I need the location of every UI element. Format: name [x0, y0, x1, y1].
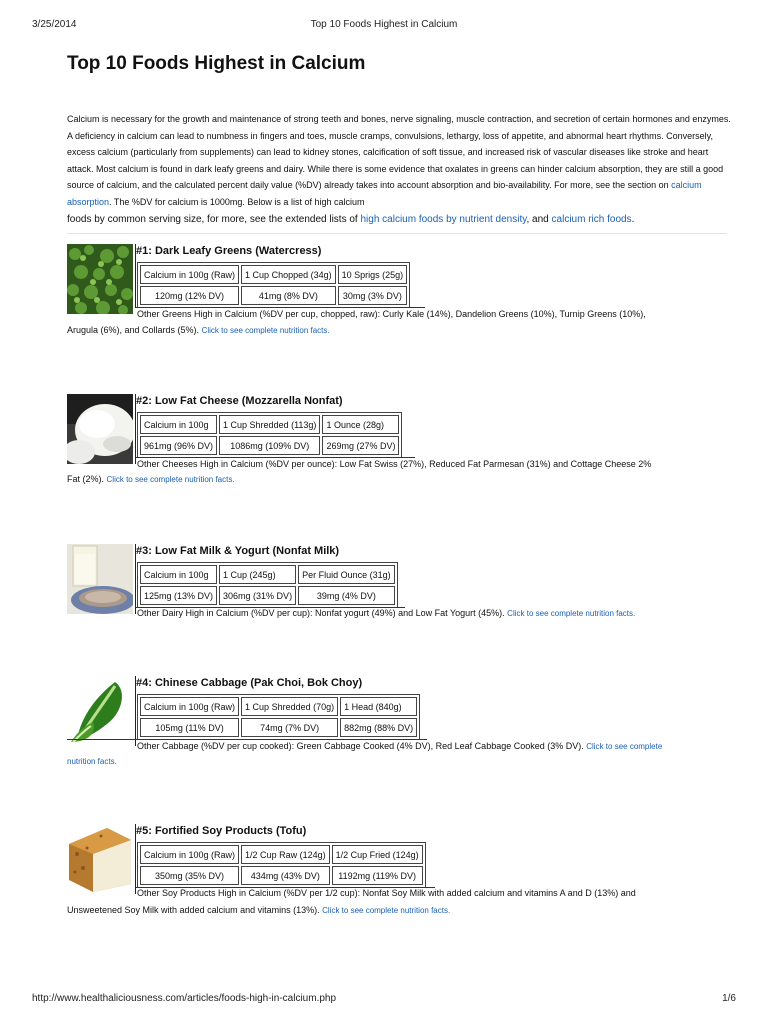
intro-text-3: foods by common serving size, for more, see the extended lists of — [67, 213, 361, 225]
item-title: #3: Low Fat Milk & Yogurt (Nonfat Milk) — [136, 545, 340, 557]
other-foods-text: Other Greens High in Calcium (%DV per cup, chopped, raw): Curly Kale (14%), Dandelion Greens (10%), Turnip Greens (10%), — [137, 309, 646, 319]
table-value-cell: 41mg (8% DV) — [241, 286, 336, 305]
table-header-cell: Calcium in 100g (Raw) — [140, 845, 239, 864]
print-header-title: Top 10 Foods Highest in Calcium — [310, 19, 458, 30]
nutrition-table — [137, 842, 426, 888]
table-header-row — [140, 415, 399, 434]
other-foods-text-2: Fat (2%). — [67, 474, 107, 484]
intro-paragraph — [67, 111, 732, 228]
nutrition-facts-link[interactable]: Click to see complete nutrition facts. — [106, 475, 235, 484]
nutrition-facts-link-cont[interactable]: nutrition facts. — [67, 757, 117, 766]
table-header-cell: 1 Head (840g) — [340, 697, 417, 716]
table-value-row — [140, 286, 407, 305]
table-header-cell: 1/2 Cup Raw (124g) — [241, 845, 330, 864]
other-foods-text-2: Unsweetened Soy Milk with added calcium and vitamins (13%). — [67, 905, 323, 915]
other-foods-text-1: Other Dairy High in Calcium (%DV per cup): Nonfat yogurt (49%) and Low Fat Yogurt (45%). — [137, 608, 508, 618]
page-number: 1/6 — [722, 993, 736, 1004]
table-value-row — [140, 866, 423, 885]
table-header-cell: 1 Ounce (28g) — [322, 415, 399, 434]
table-value-cell: 30mg (3% DV) — [338, 286, 408, 305]
other-foods-text-cont — [67, 322, 330, 339]
calcium-absorption-link[interactable]: calcium absorption — [67, 180, 702, 207]
table-value-cell: 350mg (35% DV) — [140, 866, 239, 885]
table-value-cell: 125mg (13% DV) — [140, 586, 217, 605]
other-foods-text — [137, 605, 635, 622]
calcium-rich-foods-link[interactable]: calcium rich foods — [551, 213, 632, 225]
milk-yogurt-image — [67, 544, 133, 614]
other-foods-text-cont — [67, 753, 117, 770]
nutrition-facts-link[interactable]: Click to see complete nutrition facts. — [507, 609, 636, 618]
nutrition-table — [137, 694, 420, 740]
table-value-cell: 105mg (11% DV) — [140, 718, 239, 737]
intro-text-1: Calcium is necessary for the growth and maintenance of strong teeth and bones, nerve signaling, muscle contraction, and secretion of certain hormones and enzymes. A deficiency in calcium can lead to numbness in fingers and toes, muscle cramps, convulsions, lethargy, loss of appetite, and abnormal heart rhythms. Conversely, excess calcium (particularly from supplements) can lead to kidney stones, calcification of soft tissue, and increased risk of vascular diseases like stroke and heart attack. Most calcium is found in dark leafy greens and dairy. While there is some evidence that oxalates in greens can hinder calcium absorption, they are still a good source of calcium, and the calculated percent daily value (%DV) already takes into account absorption and bio-availability. For more, see the section on — [67, 114, 731, 191]
table-header-row — [140, 565, 395, 584]
other-foods-text-2: Arugula (6%), and Collards (5%). — [67, 325, 202, 335]
item-title: #1: Dark Leafy Greens (Watercress) — [136, 245, 322, 257]
table-value-cell: 269mg (27% DV) — [322, 436, 399, 455]
print-date: 3/25/2014 — [32, 19, 77, 30]
item-title: #4: Chinese Cabbage (Pak Choi, Bok Choy) — [136, 677, 363, 689]
other-foods-text-cont — [67, 902, 450, 919]
high-calcium-foods-link[interactable]: high calcium foods by nutrient density — [360, 213, 527, 225]
other-foods-text: Other Cheeses High in Calcium (%DV per ounce): Low Fat Swiss (27%), Reduced Fat Parmesan (31%) and Cottage Cheese 2% — [137, 459, 652, 469]
bok-choy-image — [67, 676, 133, 746]
nutrition-table — [137, 562, 398, 608]
table-header-row — [140, 845, 423, 864]
table-header-cell: 1 Cup Shredded (113g) — [219, 415, 320, 434]
table-header-row — [140, 697, 417, 716]
table-header-cell: 1/2 Cup Fried (124g) — [332, 845, 423, 864]
table-value-cell: 1086mg (109% DV) — [219, 436, 320, 455]
page-title: Top 10 Foods Highest in Calcium — [67, 53, 366, 74]
item-title: #5: Fortified Soy Products (Tofu) — [136, 825, 307, 837]
other-foods-text — [137, 738, 662, 755]
nutrition-table — [137, 412, 402, 458]
mozzarella-image — [67, 394, 133, 464]
table-value-row — [140, 718, 417, 737]
other-foods-text-cont — [67, 471, 235, 488]
print-footer-url: http://www.healthaliciousness.com/articles/foods-high-in-calcium.php — [32, 993, 337, 1004]
table-value-row — [140, 436, 399, 455]
intro-text-4: , and — [526, 213, 552, 225]
nutrition-facts-link[interactable]: Click to see complete nutrition facts. — [201, 326, 330, 335]
other-foods-text-1: Other Cabbage (%DV per cup cooked): Green Cabbage Cooked (4% DV), Red Leaf Cabbage Cooked (3% DV). — [137, 741, 587, 751]
divider — [67, 233, 727, 234]
table-value-cell: 1192mg (119% DV) — [332, 866, 423, 885]
other-foods-text: Other Soy Products High in Calcium (%DV per 1/2 cup): Nonfat Soy Milk with added calcium and vitamins A and D (13%) and — [137, 888, 636, 898]
nutrition-facts-link[interactable]: Click to see complete nutrition facts. — [322, 906, 451, 915]
table-value-cell: 882mg (88% DV) — [340, 718, 417, 737]
table-header-cell: Calcium in 100g — [140, 415, 217, 434]
table-value-cell: 306mg (31% DV) — [219, 586, 296, 605]
nutrition-table — [137, 262, 410, 308]
table-value-cell: 961mg (96% DV) — [140, 436, 217, 455]
table-header-cell: 1 Cup Chopped (34g) — [241, 265, 336, 284]
watercress-image — [67, 244, 133, 314]
intro-text-2: . The %DV for calcium is 1000mg. Below is a list of high calcium — [109, 196, 365, 207]
table-value-cell: 39mg (4% DV) — [298, 586, 395, 605]
table-header-cell: Calcium in 100g — [140, 565, 217, 584]
table-header-cell: 1 Cup (245g) — [219, 565, 296, 584]
table-header-cell: Per Fluid Ounce (31g) — [298, 565, 395, 584]
table-header-cell: 1 Cup Shredded (70g) — [241, 697, 338, 716]
table-value-cell: 434mg (43% DV) — [241, 866, 330, 885]
tofu-image — [67, 824, 133, 894]
table-value-cell: 74mg (7% DV) — [241, 718, 338, 737]
table-header-row — [140, 265, 407, 284]
table-value-row — [140, 586, 395, 605]
table-header-cell: Calcium in 100g (Raw) — [140, 697, 239, 716]
table-header-cell: 10 Sprigs (25g) — [338, 265, 408, 284]
table-header-cell: Calcium in 100g (Raw) — [140, 265, 239, 284]
intro-text-5: . — [631, 213, 635, 225]
nutrition-facts-link[interactable]: Click to see complete — [586, 742, 663, 751]
item-title: #2: Low Fat Cheese (Mozzarella Nonfat) — [136, 395, 343, 407]
table-value-cell: 120mg (12% DV) — [140, 286, 239, 305]
